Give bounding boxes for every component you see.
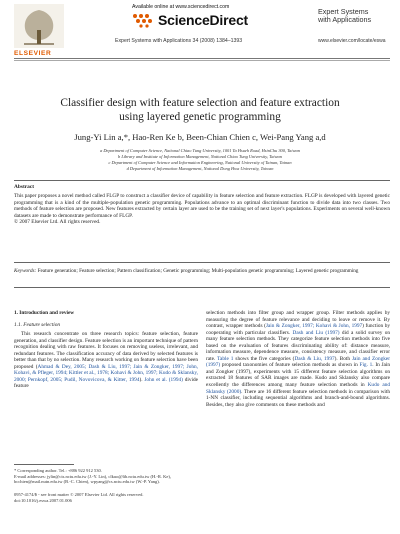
article-authors: Jung-Yi Lin a,*, Hao-Ren Ke b, Been-Chian Chien c, Wei-Pang Yang a,d [74,132,326,142]
paragraph-text: ) function by cooperating with particular classifiers. [206,323,390,336]
reference-link[interactable]: Jain & Zongker, 1997; Kohavi & John, 1997 [265,323,363,330]
reference-link[interactable]: Ahmad & Dey, 2005; Dash & Liu, 1997; Jain & Zongker, 1997; John, Kohavi, & Pfleger, 1994; Kittler et al., 1978; Kohavi & John, 1997; Kudo & Sklansky, 2000; Pernkopf, 2005; Pudil, Novovicova, & Kitter, 1994 [14,363,198,383]
article-bottom-info [14,492,198,503]
keywords-text: Feature generation; Feature selection; Pattern classification; Genetic programming; Multi-population genetic programming; Layered genetic programming [37,268,359,274]
issn-line: 0957-4174/$ - see front matter © 2007 Elsevier Ltd. All rights reserved. [14,492,144,497]
affiliation-b: b Library and Institute of Information Management, National Chiao Tung University, Taiwan [118,154,282,159]
body-left-column [14,310,198,390]
publisher-name: ELSEVIER [14,50,52,57]
figure-link[interactable]: Fig. 1 [359,362,373,369]
reference-link[interactable]: Dash & Liu, 1997 [294,355,335,362]
section-heading-intro: 1. Introduction and review [14,310,75,316]
footnote-rule [14,464,74,465]
keywords-label: Keywords: [14,268,37,274]
sciencedirect-wordmark: ScienceDirect [158,12,249,28]
elsevier-tree-logo [14,4,64,48]
sciencedirect-dots-icon [131,12,157,28]
abstract-copyright: © 2007 Elsevier Ltd. All rights reserved. [14,219,101,226]
abstract-bottom-rule [14,262,390,263]
journal-url-link[interactable]: www.elsevier.com/locate/eswa [318,38,386,44]
paragraph-text: ). Both [334,355,352,362]
journal-name-line2: with Applications [318,15,372,25]
body-paragraph-right [206,310,390,408]
table-link[interactable]: Table 1 [217,355,234,362]
reference-link[interactable]: Jain and Zongker (1997) [206,355,391,369]
paragraph-text: did a solid survey on many feature selection methods. They categorize feature selection methods into five based on the evaluation of features discriminating ability of: distance measure, information measure, dependence measure, consistency measure, and classifier error rate. [206,329,391,362]
article-title [20,96,380,124]
available-online-text[interactable]: Available online at www.sciencedirect.com [132,4,230,10]
paragraph-text: shows the five categories ( [233,355,295,362]
article-title-line2: using layered genetic programming [119,111,281,123]
body-right-column [206,310,390,408]
header-divider-thin [14,60,390,61]
reference-link[interactable]: Dash and Liu (1997) [292,329,340,336]
paragraph-text: . In Jain and Zongker (1997), experiments with 15 different feature selection algorithms on extracted 18 features of SAR images are made. Kudo and Sklansky also compare excellently the differences among many feature selection methods in [206,362,390,389]
doi-line[interactable]: doi:10.1016/j.eswa.2007.01.006 [14,497,72,503]
affiliation-d: d Department of Information Management, National Dong Hwa University, Taiwan [126,166,274,171]
footnote-contact: * Corresponding author. Tel.: +886 922 912 530. [14,468,102,473]
subsection-heading-feature-selection: 1.1. Feature selection [14,321,60,328]
paragraph-text: divide feature [14,376,198,390]
paragraph-text: selection methods into filter group and wrapper group. Filter methods applies by measuring the degree of feature relevance and deciding to leave or remove it. By contrast, wrapper methods ( [206,310,390,330]
abstract-body [14,193,390,226]
paragraph-text: proposed taxonomies of feature selection methods as shown in [220,362,360,369]
journal-header [0,0,400,82]
paragraph-text: . There are 16 different feature selection methods in comparison with 1-NN classifier, including sequential algorithms and branch-and-bound algorithms. Besides, they also give comments on these methods and [206,388,391,408]
paragraph-text: ). [139,376,145,383]
abstract-heading: Abstract [14,184,35,190]
affiliation-a: a Department of Computer Science, National Chiao Tung University, 1001 Ta Hsueh Road, HsinChu 300, Taiwan [100,148,300,153]
header-divider [14,58,390,59]
abstract-top-rule [14,180,390,181]
footnote-emails[interactable]: E-mail addresses: jylin@cis.nctu.edu.tw (J.-Y. Lin), clkuo@lib.nctu.edu.tw (H.-R. Ke), bcchien@mail.nutn.edu.tw (B.-C. Chien), wpyang@cs.nctu.edu.tw (W.-P. Yang). [14,473,172,485]
reference-link[interactable]: John et al. (1994) [144,376,183,383]
journal-citation: Expert Systems with Applications 34 (2008) 1384–1393 [115,38,243,44]
abstract-text: This paper proposes a novel method called FLGP to construct a classifier device of capability in feature selection and feature extraction. FLGP is developed with layered genetic programming that is a kind of the multiple-population genetic programming. Populations advance to an optimal discriminant function to divide data into two classes. Two methods of feature selection are proposed. New features extracted by certain layer are used to be the training set of next layer's populations. Experiments on several well-known datasets are made to demonstrate performance of FLGP. [14,193,390,219]
journal-name-line1: Expert Systems [318,7,369,16]
corresponding-author-footnote [14,468,198,485]
body-paragraph-left [14,331,198,390]
article-title-line1: Classifier design with feature selection and feature extraction [60,97,340,109]
affiliation-c: c Department of Computer Science and Information Engineering, National University of Tainan, Tainan [108,160,292,165]
journal-name [318,8,392,25]
keywords-block [14,268,390,275]
keywords-bottom-rule [14,287,390,288]
paragraph-text: This research concentrate on three research topics: feature selection, feature generation, and classifier design. Feature selection is an important technique of pattern recognition dealing with raw features. It focuses on removing useless, irrelevant, and redundant features. The classification accuracy of data derived by selected features is better than that by no selection. Many research working on feature selection have been proposed ( [14,331,198,370]
reference-link[interactable]: Kudo and Sklansky (2000) [206,382,390,395]
